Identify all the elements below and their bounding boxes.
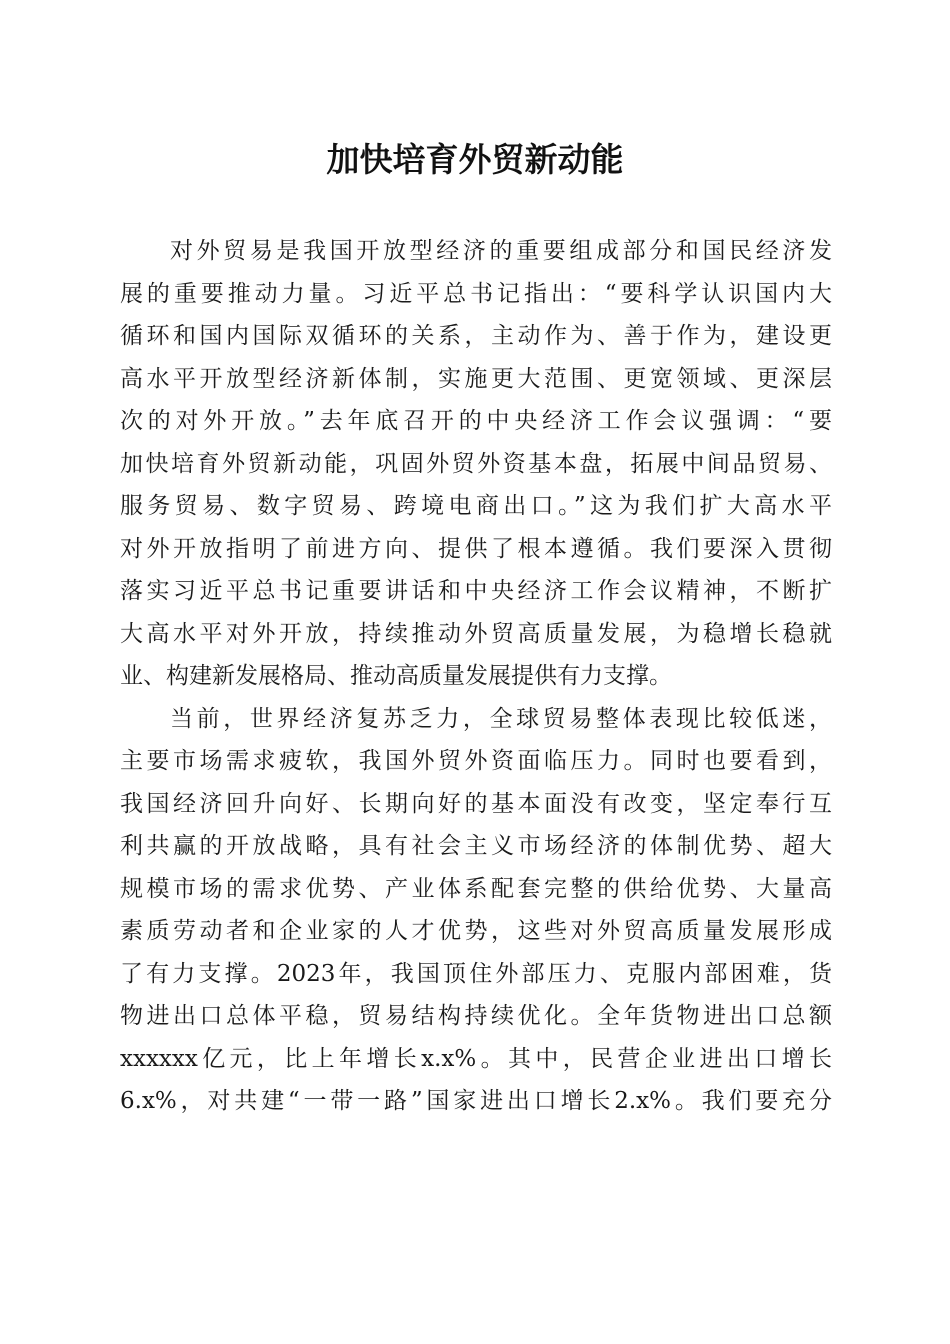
paragraph-line: 加快培育外贸新动能，巩固外贸外资基本盘，拓展中间品贸易、 [120,450,832,477]
paragraph-line: 服务贸易、数字贸易、跨境电商出口。”这为我们扩大高水平 [120,493,832,519]
paragraph-line: 业、构建新发展格局、推动高质量发展提供有力支撑。 [120,663,672,689]
paragraph-line: 物进出口总体平稳，贸易结构持续优化。全年货物进出口总额 [120,1003,832,1029]
paragraph-line: 对外开放指明了前进方向、提供了根本遵循。我们要深入贯彻 [120,535,832,562]
paragraph-line: xxxxxx亿元，比上年增长x.x%。其中，民营企业进出口增长 [120,1045,832,1072]
paragraph-line: 循环和国内国际双循环的关系，主动作为、善于作为，建设更 [120,323,832,349]
paragraph-line: 主要市场需求疲软，我国外贸外资面临压力。同时也要看到， [120,748,832,774]
paragraph-line: 我国经济回升向好、长期向好的基本面没有改变，坚定奉行互 [120,790,832,817]
paragraph-line: 展的重要推动力量。习近平总书记指出：“要科学认识国内大 [120,280,832,307]
document-title: 加快培育外贸新动能 [326,140,624,179]
paragraph-line: 落实习近平总书记重要讲话和中央经济工作会议精神，不断扩 [120,578,832,604]
document-body [120,230,832,1123]
paragraph-line: 利共赢的开放战略，具有社会主义市场经济的体制优势、超大 [120,833,832,859]
paragraph-2 [120,698,832,1123]
paragraph-line: 高水平开放型经济新体制，实施更大范围、更宽领域、更深层 [120,365,832,392]
paragraph-1 [120,230,832,698]
paragraph-line: 素质劳动者和企业家的人才优势，这些对外贸高质量发展形成 [120,918,832,944]
paragraph-line: 对外贸易是我国开放型经济的重要组成部分和国民经济发 [170,238,832,264]
paragraph-line: 了有力支撑。2023年，我国顶住外部压力、克服内部困难，货 [120,960,832,987]
paragraph-line: 当前，世界经济复苏乏力，全球贸易整体表现比较低迷， [170,705,832,732]
paragraph-line: 6.x%，对共建“一带一路”国家进出口增长2.x%。我们要充分 [120,1088,832,1114]
paragraph-line: 规模市场的需求优势、产业体系配套完整的供给优势、大量高 [120,875,832,902]
paragraph-line: 次的对外开放。”去年底召开的中央经济工作会议强调：“要 [120,408,832,434]
paragraph-line: 大高水平对外开放，持续推动外贸高质量发展，为稳增长稳就 [120,620,832,647]
